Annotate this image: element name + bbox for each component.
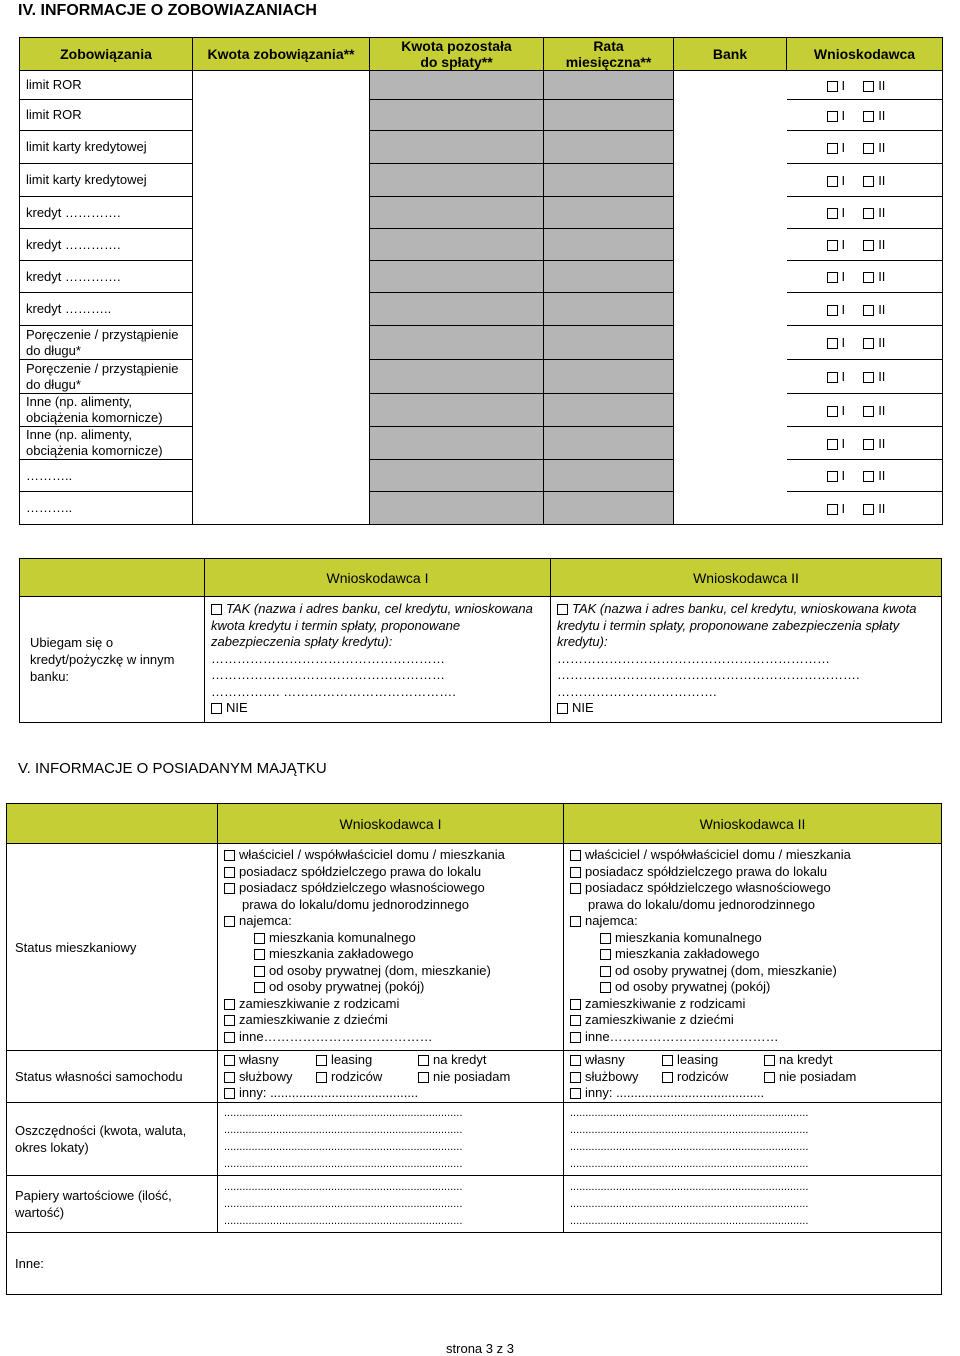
wnioskodawca-cell (787, 229, 943, 261)
applicant-2-label: II (878, 335, 886, 350)
housing-option: od osoby prywatnej (pokój) (570, 979, 935, 996)
applicant-1-checkbox[interactable] (827, 439, 838, 450)
car-checkbox[interactable] (224, 1088, 235, 1099)
housing-option: właściciel / współwłaściciel domu / mieszkania (224, 847, 557, 864)
status-samochodu-label: Status własności samochodu (7, 1051, 218, 1103)
applicant-1-label: I (841, 369, 846, 384)
housing-checkbox[interactable] (600, 982, 611, 993)
bank-cell[interactable] (674, 427, 787, 460)
applicant-2-label: II (878, 468, 886, 483)
dotted-line: .............................................................................. (570, 1141, 809, 1153)
header-rata: Rata miesięczna** (544, 38, 674, 71)
car-checkbox[interactable] (764, 1072, 775, 1083)
obligation-row (20, 460, 943, 492)
applicant-2-checkbox[interactable] (863, 272, 874, 283)
kwota-zobowiazania-cell[interactable] (193, 326, 370, 360)
applicant-2-label: II (878, 172, 886, 188)
housing-option: mieszkania komunalnego (224, 930, 557, 947)
applicant-2-label: II (878, 237, 886, 252)
housing-option: właściciel / współwłaściciel domu / mieszkania (570, 847, 935, 864)
rata-cell (544, 394, 674, 427)
kwota-zobowiazania-cell[interactable] (193, 229, 370, 261)
wnioskodawca-cell (787, 427, 943, 460)
car-option: leasing (316, 1052, 418, 1069)
obligation-row (20, 229, 943, 261)
kwota-pozostala-cell (370, 164, 544, 197)
loan-apply-table (19, 558, 942, 723)
car-option: inny: ......................................... (224, 1085, 524, 1102)
car-checkbox[interactable] (224, 1055, 235, 1066)
housing-option: inne………………………………… (570, 1029, 935, 1046)
housing-checkbox[interactable] (224, 850, 235, 861)
car-option: na kredyt (418, 1052, 538, 1069)
car-checkbox[interactable] (418, 1055, 429, 1066)
dotted-line: .............................................................................. (224, 1158, 463, 1170)
applicant-2-checkbox[interactable] (863, 81, 874, 92)
housing-option: zamieszkiwanie z rodzicami (570, 996, 935, 1013)
wnioskodawca-cell (787, 261, 943, 293)
inne-field[interactable] (218, 1233, 942, 1295)
obligation-row (20, 100, 943, 131)
nie-checkbox-2[interactable] (557, 703, 568, 714)
housing-checkbox[interactable] (570, 850, 581, 861)
car-option: rodziców (316, 1069, 418, 1086)
applicant-1-checkbox[interactable] (827, 406, 838, 417)
inne-label: Inne: (7, 1233, 218, 1295)
applicant-2-label: II (878, 301, 886, 317)
kwota-pozostala-cell (370, 326, 544, 360)
oszczednosci-dots-2[interactable] (564, 1103, 942, 1176)
applicant-1-checkbox[interactable] (827, 305, 838, 316)
car-option: własny (570, 1052, 662, 1069)
rata-cell (544, 360, 674, 394)
applicant-1-checkbox[interactable] (827, 111, 838, 122)
applicant-2-label: II (878, 139, 886, 155)
applicant-2-label: II (878, 500, 886, 516)
applicant-2-label: II (878, 107, 886, 123)
housing-option: prawa do lokalu/domu jednorodzinnego (588, 896, 815, 912)
obligation-row (20, 492, 943, 525)
bank-cell[interactable] (674, 261, 787, 293)
rata-cell (544, 261, 674, 293)
obligation-label: Inne (np. alimenty, obciążenia komornicze) (20, 427, 193, 460)
rata-cell (544, 197, 674, 229)
dotted-line: .............................................................................. (570, 1124, 809, 1136)
housing-option: najemca: (224, 913, 557, 930)
kwota-zobowiazania-cell[interactable] (193, 71, 370, 100)
wnioskodawca-cell (787, 71, 943, 100)
bank-cell[interactable] (674, 394, 787, 427)
car-option: rodziców (662, 1069, 764, 1086)
housing-checkbox[interactable] (570, 999, 581, 1010)
bank-cell[interactable] (674, 100, 787, 131)
car-option: nie posiadam (418, 1069, 538, 1086)
obligation-label: kredyt …………. (20, 197, 193, 229)
applicant-2-label: II (878, 269, 886, 284)
assets-col-2: Wnioskodawca II (564, 804, 942, 844)
car-checkbox[interactable] (570, 1072, 581, 1083)
applicant-1-checkbox[interactable] (827, 143, 838, 154)
dotted-line: .............................................................................. (224, 1124, 463, 1136)
applicant-1-label: I (841, 435, 846, 451)
rata-cell (544, 164, 674, 197)
kwota-pozostala-cell (370, 100, 544, 131)
nie-label-2: NIE (572, 700, 594, 715)
obligation-row (20, 293, 943, 326)
housing-option: zamieszkiwanie z dziećmi (570, 1012, 935, 1029)
applicant-1-checkbox[interactable] (827, 208, 838, 219)
kwota-pozostala-cell (370, 229, 544, 261)
housing-option: posiadacz spółdzielczego prawa do lokalu (224, 864, 557, 881)
kwota-zobowiazania-cell[interactable] (193, 164, 370, 197)
header-bank: Bank (674, 38, 787, 71)
loan-apply-empty-header (20, 559, 205, 597)
rata-cell (544, 326, 674, 360)
header-kwota-zobowiazania: Kwota zobowiązania** (193, 38, 370, 71)
obligation-label: Poręczenie / przystąpienie do długu* (20, 360, 193, 394)
dots-3: ……………. …………………………………. (211, 683, 456, 699)
housing-checkbox[interactable] (254, 933, 265, 944)
housing-option: mieszkania komunalnego (570, 930, 935, 947)
car-option: nie posiadam (764, 1069, 884, 1086)
applicant-1-checkbox[interactable] (827, 471, 838, 482)
applicant-2-label: II (878, 402, 886, 418)
rata-cell (544, 460, 674, 492)
bank-cell[interactable] (674, 460, 787, 492)
car-checkbox[interactable] (570, 1055, 581, 1066)
obligation-label: limit karty kredytowej (20, 131, 193, 164)
oszczednosci-label: Oszczędności (kwota, waluta, okres lokaty) (7, 1103, 218, 1176)
papiery-label: Papiery wartościowe (ilość, wartość) (7, 1176, 218, 1233)
rata-cell (544, 229, 674, 261)
bank-cell[interactable] (674, 131, 787, 164)
dotted-line: .............................................................................. (570, 1158, 809, 1170)
papiery-dots-1[interactable] (218, 1176, 564, 1233)
applicant-2-label: II (878, 77, 886, 93)
obligation-row (20, 197, 943, 229)
housing-option: inne………………………………… (224, 1029, 557, 1046)
applicant-1-label: I (841, 77, 846, 93)
dots-4: ……………………………………………………… (557, 650, 830, 666)
wnioskodawca-cell (787, 100, 943, 131)
kwota-pozostala-cell (370, 261, 544, 293)
car-option: służbowy (224, 1069, 316, 1086)
housing-checkbox[interactable] (224, 867, 235, 878)
car-checkbox[interactable] (764, 1055, 775, 1066)
dotted-line: .............................................................................. (224, 1197, 463, 1210)
dotted-line: .............................................................................. (570, 1107, 809, 1119)
housing-option: posiadacz spółdzielczego własnościowego (224, 880, 557, 897)
kwota-zobowiazania-cell[interactable] (193, 492, 370, 525)
obligation-label: kredyt ……….. (20, 293, 193, 326)
applicant-2-checkbox[interactable] (863, 240, 874, 251)
dots-5: ……………………………………………………………. (557, 667, 860, 682)
housing-option: zamieszkiwanie z dziećmi (224, 1012, 557, 1029)
obligation-label: Poręczenie / przystąpienie do długu* (20, 326, 193, 360)
kwota-zobowiazania-cell[interactable] (193, 293, 370, 326)
assets-empty-header (7, 804, 218, 844)
applicant-1-label: I (841, 237, 846, 252)
dotted-line: .............................................................................. (570, 1197, 809, 1210)
applicant-1-label: I (841, 301, 846, 317)
housing-checkbox[interactable] (254, 966, 265, 977)
housing-options-2 (564, 844, 942, 1051)
assets-col-1: Wnioskodawca I (218, 804, 564, 844)
housing-checkbox[interactable] (570, 1032, 581, 1043)
applicant-1-checkbox[interactable] (827, 372, 838, 383)
obligation-label: kredyt …………. (20, 229, 193, 261)
applicant-1-label: I (841, 172, 846, 188)
applicant-1-label: I (841, 500, 846, 516)
housing-checkbox[interactable] (600, 933, 611, 944)
loan-apply-label: Ubiegam się o kredyt/pożyczkę w innym banku: (20, 597, 205, 723)
bank-cell[interactable] (674, 229, 787, 261)
dotted-line: .............................................................................. (224, 1180, 463, 1193)
housing-checkbox[interactable] (254, 949, 265, 960)
loan-apply-option-1 (205, 597, 551, 723)
housing-checkbox[interactable] (224, 999, 235, 1010)
tak-label-1: TAK (nazwa i adres banku, cel kredytu, wnioskowana kwota kredytu i termin spłaty, proponowane zabezpieczenia spłaty kredytu): (211, 601, 533, 649)
car-checkbox[interactable] (224, 1072, 235, 1083)
kwota-pozostala-cell (370, 460, 544, 492)
car-checkbox[interactable] (316, 1072, 327, 1083)
applicant-2-checkbox[interactable] (863, 406, 874, 417)
bank-cell[interactable] (674, 71, 787, 100)
wnioskodawca-cell (787, 360, 943, 394)
nie-label-1: NIE (226, 700, 248, 715)
applicant-1-checkbox[interactable] (827, 81, 838, 92)
applicant-1-label: I (841, 205, 846, 220)
applicant-2-label: II (878, 435, 886, 451)
car-option: służbowy (570, 1069, 662, 1086)
housing-checkbox[interactable] (224, 883, 235, 894)
housing-checkbox[interactable] (600, 966, 611, 977)
housing-checkbox[interactable] (600, 949, 611, 960)
applicant-1-checkbox[interactable] (827, 338, 838, 349)
wnioskodawca-cell (787, 164, 943, 197)
applicant-2-checkbox[interactable] (863, 372, 874, 383)
bank-cell[interactable] (674, 326, 787, 360)
housing-option: mieszkania zakładowego (570, 946, 935, 963)
obligation-label: ……….. (20, 460, 193, 492)
nie-checkbox-1[interactable] (211, 703, 222, 714)
obligation-label: limit karty kredytowej (20, 164, 193, 197)
applicant-2-checkbox[interactable] (863, 471, 874, 482)
housing-option: najemca: (570, 913, 935, 930)
car-checkbox[interactable] (662, 1055, 673, 1066)
kwota-zobowiazania-cell[interactable] (193, 427, 370, 460)
dotted-line: .............................................................................. (570, 1214, 809, 1227)
obligation-row (20, 164, 943, 197)
obligation-row (20, 131, 943, 164)
assets-table (6, 803, 942, 1295)
housing-option: od osoby prywatnej (pokój) (224, 979, 557, 996)
applicant-1-checkbox[interactable] (827, 272, 838, 283)
obligation-label: limit ROR (20, 100, 193, 131)
kwota-pozostala-cell (370, 427, 544, 460)
tak-checkbox-1[interactable] (211, 604, 222, 615)
bank-cell[interactable] (674, 293, 787, 326)
header-zobowiazania: Zobowiązania (20, 38, 193, 71)
wnioskodawca-cell (787, 492, 943, 525)
rata-cell (544, 71, 674, 100)
kwota-pozostala-cell (370, 492, 544, 525)
housing-option: od osoby prywatnej (dom, mieszkanie) (570, 963, 935, 980)
kwota-zobowiazania-cell[interactable] (193, 197, 370, 229)
housing-option: prawa do lokalu/domu jednorodzinnego (242, 896, 469, 912)
dotted-line: .............................................................................. (570, 1180, 809, 1193)
applicant-2-checkbox[interactable] (863, 208, 874, 219)
oszczednosci-dots-1[interactable] (218, 1103, 564, 1176)
page-footer: strona 3 z 3 (446, 1341, 514, 1356)
rata-cell (544, 293, 674, 326)
section-5-title: V. INFORMACJE O POSIADANYM MAJĄTKU (18, 760, 327, 777)
applicant-2-label: II (878, 369, 886, 384)
kwota-zobowiazania-cell[interactable] (193, 261, 370, 293)
obligation-label: Inne (np. alimenty, obciążenia komornicze) (20, 394, 193, 427)
bank-cell[interactable] (674, 197, 787, 229)
car-options-1 (218, 1051, 564, 1103)
applicant-1-checkbox[interactable] (827, 176, 838, 187)
applicant-2-checkbox[interactable] (863, 176, 874, 187)
loan-apply-option-2 (551, 597, 942, 723)
rata-cell (544, 100, 674, 131)
loan-apply-col-2: Wnioskodawca II (551, 559, 942, 597)
bank-cell[interactable] (674, 164, 787, 197)
applicant-2-checkbox[interactable] (863, 111, 874, 122)
obligation-row (20, 71, 943, 100)
header-wnioskodawca: Wnioskodawca (787, 38, 943, 71)
car-option: własny (224, 1052, 316, 1069)
obligation-row (20, 360, 943, 394)
housing-checkbox[interactable] (224, 1032, 235, 1043)
housing-checkbox[interactable] (254, 982, 265, 993)
car-option: leasing (662, 1052, 764, 1069)
applicant-2-checkbox[interactable] (863, 143, 874, 154)
applicant-1-checkbox[interactable] (827, 240, 838, 251)
wnioskodawca-cell (787, 326, 943, 360)
obligation-row (20, 394, 943, 427)
obligation-row (20, 427, 943, 460)
car-checkbox[interactable] (418, 1072, 429, 1083)
car-options-2 (564, 1051, 942, 1103)
bank-cell[interactable] (674, 492, 787, 525)
car-option: inny: ......................................... (570, 1085, 870, 1102)
obligation-label: kredyt …………. (20, 261, 193, 293)
housing-option: od osoby prywatnej (dom, mieszkanie) (224, 963, 557, 980)
rata-cell (544, 427, 674, 460)
papiery-dots-2[interactable] (564, 1176, 942, 1233)
obligation-row (20, 326, 943, 360)
wnioskodawca-cell (787, 460, 943, 492)
dotted-line: .............................................................................. (224, 1141, 463, 1153)
applicant-2-checkbox[interactable] (863, 338, 874, 349)
wnioskodawca-cell (787, 394, 943, 427)
housing-checkbox[interactable] (224, 1015, 235, 1026)
wnioskodawca-cell (787, 131, 943, 164)
applicant-2-checkbox[interactable] (863, 439, 874, 450)
applicant-1-label: I (841, 335, 846, 350)
applicant-1-label: I (841, 468, 846, 483)
housing-option: zamieszkiwanie z rodzicami (224, 996, 557, 1013)
dots-6: ………………………………. (557, 683, 717, 699)
kwota-zobowiazania-cell[interactable] (193, 131, 370, 164)
housing-options-1 (218, 844, 564, 1051)
car-checkbox[interactable] (662, 1072, 673, 1083)
kwota-pozostala-cell (370, 293, 544, 326)
bank-cell[interactable] (674, 360, 787, 394)
obligation-row (20, 261, 943, 293)
kwota-pozostala-cell (370, 394, 544, 427)
housing-option: posiadacz spółdzielczego własnościowego (570, 880, 935, 897)
wnioskodawca-cell (787, 293, 943, 326)
kwota-pozostala-cell (370, 360, 544, 394)
applicant-2-label: II (878, 205, 886, 220)
section-4-title: IV. INFORMACJE O ZOBOWIAZANIACH (18, 2, 317, 19)
obligations-body (20, 71, 943, 525)
kwota-zobowiazania-cell[interactable] (193, 100, 370, 131)
kwota-zobowiazania-cell[interactable] (193, 360, 370, 394)
rata-cell (544, 492, 674, 525)
car-checkbox[interactable] (316, 1055, 327, 1066)
applicant-2-checkbox[interactable] (863, 305, 874, 316)
housing-checkbox[interactable] (570, 1015, 581, 1026)
kwota-zobowiazania-cell[interactable] (193, 394, 370, 427)
kwota-pozostala-cell (370, 71, 544, 100)
loan-apply-col-1: Wnioskodawca I (205, 559, 551, 597)
dots-1: ……………………………………………… (211, 650, 445, 666)
applicant-1-label: I (841, 402, 846, 418)
housing-checkbox[interactable] (570, 883, 581, 894)
applicant-1-label: I (841, 269, 846, 284)
car-checkbox[interactable] (570, 1088, 581, 1099)
dots-2: ……………………………………………… (211, 667, 445, 682)
housing-checkbox[interactable] (224, 916, 235, 927)
kwota-pozostala-cell (370, 131, 544, 164)
housing-option: mieszkania zakładowego (224, 946, 557, 963)
housing-option: posiadacz spółdzielczego prawa do lokalu (570, 864, 935, 881)
tak-label-2: TAK (nazwa i adres banku, cel kredytu, wnioskowana kwota kredytu i termin spłaty, proponowane zabezpieczenia spłaty kredytu): (557, 601, 917, 649)
applicant-1-checkbox[interactable] (827, 504, 838, 515)
obligations-table (19, 37, 943, 525)
dotted-line: .............................................................................. (224, 1214, 463, 1227)
obligation-label: ……….. (20, 492, 193, 525)
housing-checkbox[interactable] (570, 867, 581, 878)
obligation-label: limit ROR (20, 71, 193, 100)
housing-checkbox[interactable] (570, 916, 581, 927)
applicant-1-label: I (841, 107, 846, 123)
kwota-zobowiazania-cell[interactable] (193, 460, 370, 492)
header-kwota-pozostala: Kwota pozostała do spłaty** (370, 38, 544, 71)
applicant-1-label: I (841, 139, 846, 155)
tak-checkbox-2[interactable] (557, 604, 568, 615)
status-mieszkaniowy-label: Status mieszkaniowy (7, 844, 218, 1051)
rata-cell (544, 131, 674, 164)
car-option: na kredyt (764, 1052, 884, 1069)
dotted-line: .............................................................................. (224, 1107, 463, 1119)
applicant-2-checkbox[interactable] (863, 504, 874, 515)
kwota-pozostala-cell (370, 197, 544, 229)
wnioskodawca-cell (787, 197, 943, 229)
